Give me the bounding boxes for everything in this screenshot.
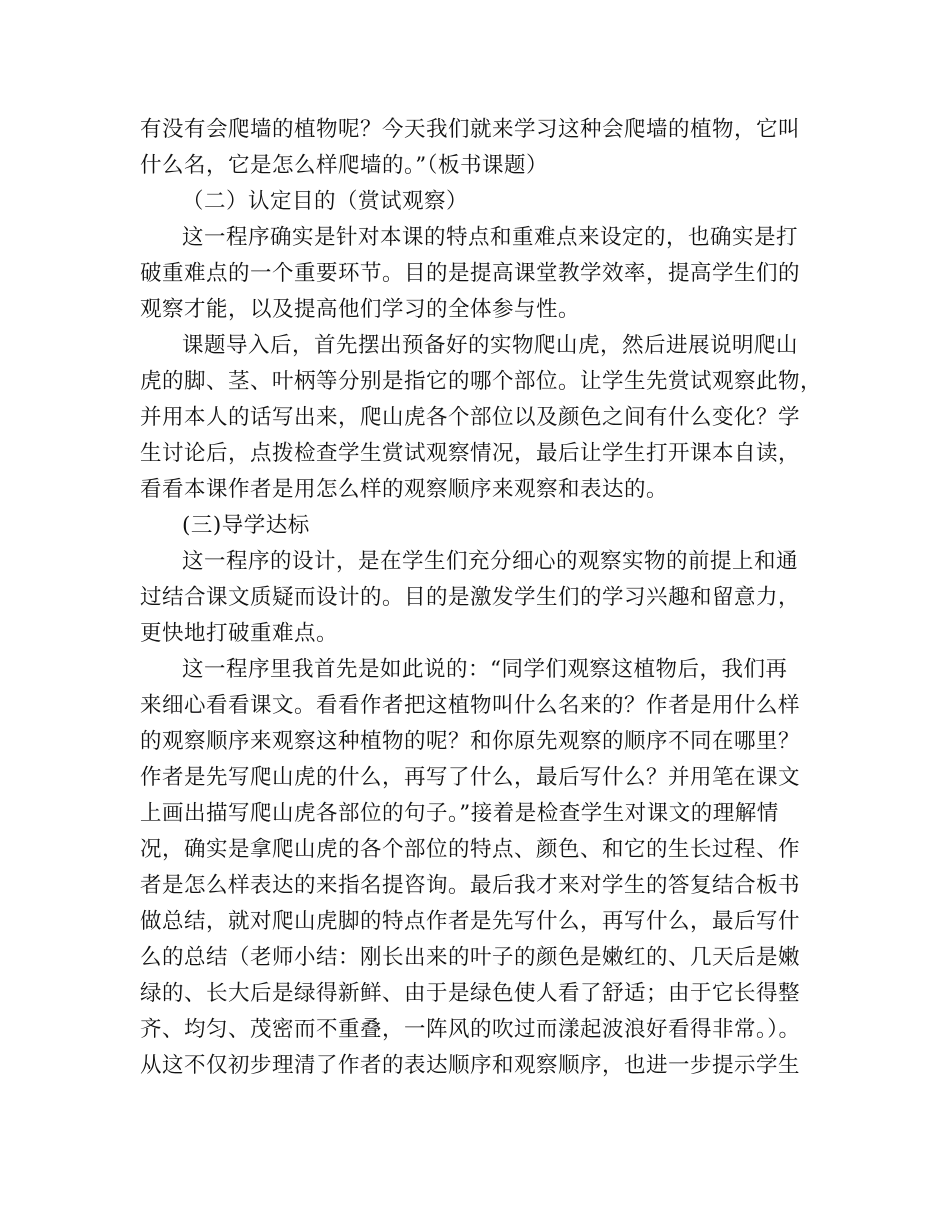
text-line: 虎的脚、茎、叶柄等分别是指它的哪个部位。让学生先赏试观察此物， <box>140 369 823 394</box>
text-line: 从这不仅初步理清了作者的表达顺序和观察顺序，也进一步提示学生 <box>140 1053 801 1078</box>
text-line: 破重难点的一个重要环节。目的是提高课堂教学效率，提高学生们的 <box>140 261 801 286</box>
text-line: 看看本课作者是用怎么样的观察顺序来观察和表达的。 <box>140 477 669 502</box>
text-line: 者是怎么样表达的来指名提咨询。最后我才来对学生的答复结合板书 <box>140 873 801 898</box>
text-line: 生讨论后，点拨检查学生赏试观察情况，最后让学生打开课本自读， <box>140 441 801 466</box>
text-line: 课题导入后，首先摆出预备好的实物爬山虎，然后进展说明爬山 <box>182 333 799 358</box>
text-line: 齐、均匀、茂密而不重叠，一阵风的吹过而漾起波浪好看得非常。）。 <box>140 1017 801 1042</box>
text-line: 绿的、长大后是绿得新鲜、由于是绿色使人看了舒适；由于它长得整 <box>140 981 801 1006</box>
text-line: 更快地打破重难点。 <box>140 621 339 646</box>
text-line: 么的总结（老师小结：刚长出来的叶子的颜色是嫩红的、几天后是嫩 <box>140 945 801 970</box>
text-line: 什么名，它是怎么样爬墙的。”（板书课题） <box>140 153 548 178</box>
text-line: 观察才能，以及提高他们学习的全体参与性。 <box>140 297 581 322</box>
text-line: 的观察顺序来观察这种植物的呢？和你原先观察的顺序不同在哪里？ <box>140 729 801 754</box>
text-line: 上画出描写爬山虎各部位的句子。”接着是检查学生对课文的理解情 <box>140 801 779 826</box>
text-line: 作者是先写爬山虎的什么，再写了什么，最后写什么？并用笔在课文 <box>140 765 801 790</box>
section-heading: （二）认定目的（赏试观察） <box>182 189 469 214</box>
text-line: 这一程序里我首先是如此说的：“同学们观察这植物后，我们再 <box>182 657 788 682</box>
text-line: 这一程序的设计，是在学生们充分细心的观察实物的前提上和通 <box>182 549 799 574</box>
text-line: 并用本人的话写出来，爬山虎各个部位以及颜色之间有什么变化？学 <box>140 405 801 430</box>
text-line: 这一程序确实是针对本课的特点和重难点来设定的，也确实是打 <box>182 225 799 250</box>
section-heading: (三)导学达标 <box>182 513 310 538</box>
text-line: 过结合课文质疑而设计的。目的是激发学生们的学习兴趣和留意力， <box>140 585 801 610</box>
text-line: 做总结，就对爬山虎脚的特点作者是先写什么，再写什么，最后写什 <box>140 909 801 934</box>
text-line: 况，确实是拿爬山虎的各个部位的特点、颜色、和它的生长过程、作 <box>140 837 801 862</box>
text-line: 有没有会爬墙的植物呢？今天我们就来学习这种会爬墙的植物，它叫 <box>140 117 801 142</box>
text-line: 来细心看看课文。看看作者把这植物叫什么名来的？作者是用什么样 <box>140 693 801 718</box>
